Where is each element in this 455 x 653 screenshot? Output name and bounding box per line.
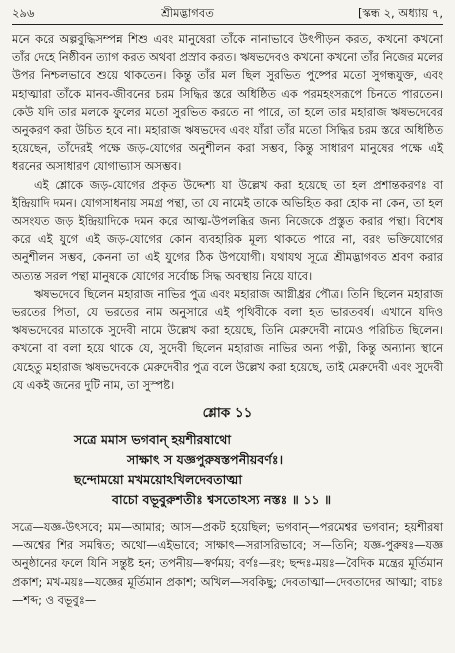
verse-line-3: ছন্দোময়ো মখময়োঽখিলদেবতাত্মা xyxy=(74,472,243,488)
verse-text xyxy=(12,430,443,510)
purport-text xyxy=(12,30,443,394)
page xyxy=(12,6,443,637)
word-for-word-synonyms: সত্রে—যজ্ঞ-উৎসবে; মম—আমার; আস—প্রকট হয়েছিল; ভগবান্—পরমেশ্বর ভগবান; হয়শীরষা—অশ্বের শির সমন্বিত; অথো—এইভাবে; সাক্ষাৎ—সরাসরিভাবে; স—তিনি; যজ্ঞ-পুরুষঃ—যজ্ঞ অনুষ্ঠানের ফলে যিনি সন্তুষ্ট হন; তপনীয়—স্বর্ণময়; বর্ণঃ—রং; ছন্দঃ-ময়ঃ—বৈদিক মন্ত্রের মূর্তিমান প্রকাশ; মখ-ময়ঃ—যজ্ঞের মূর্তিমান প্রকাশ; অখিল—সবকিছু; দেবতাত্মা—দেবতাদের আত্মা; বাচঃ—শব্দ; ও বভূবুঃ— xyxy=(12,520,443,607)
purport-paragraph-1: মনে করে অল্পবুদ্ধিসম্পন্ন শিশু এবং মানুষেরা তাঁকে নানাভাবে উৎপীড়ন করত, কখনো কখনো তাঁর দেহে নিষ্ঠীবন ত্যাগ করত অথবা প্রস্রাব করত। ঋষভদেবও কখনো কখনো তাঁর নিজের মলের উপর নিশ্চলভাবে শুয়ে থাকতেন। কিন্তু তাঁর মল ছিল সুরভিত পুষ্পের মতো সুগন্ধযুক্ত, এবং মহাত্মারা তাঁকে মানব-জীবনের চরম সিদ্ধির স্তরে অধিষ্ঠিত এক পরমহংসরূপে চিনতে পারতেন। কেউ যদি তার মলকে ফুলের মতো সুরভিত করতে না পারে, তা হলে তার মহারাজ ঋষভদেবের অনুকরণ করা উচিত হবে না। মহারাজ ঋষভদেব এবং যাঁরা তাঁর মতো সিদ্ধির চরম স্তরে অধিষ্ঠিত হয়েছেন, তাঁদেরই পক্ষে জড়-যোগের অনুশীলন করা সম্ভব, কিন্তু সাধারণ মানুষের পক্ষে এই ধরনের অসাধারণ যোগাভ্যাস অসম্ভব। xyxy=(12,32,443,174)
verse-line-1: সত্রে মমাস ভগবান্ হয়শীরষাথো xyxy=(74,432,232,448)
page-number: ২৯৬ xyxy=(12,6,35,20)
purport-paragraph-3: ঋষভদেবে ছিলেন মহারাজ নাভির পুত্র এবং মহারাজ আগ্নীধ্রর পৌত্র। তিনি ছিলেন মহারাজ ভরতের পিতা, যে ভরতের নাম অনুসারে এই পৃথিবীকে বলা হত ভারতবর্ষ। এখানে যদিও ঋষভদেবের মাতাকে সুদেবী নামে উল্লেখ করা হয়েছে, তিনি মেরুদেবী নামেও পরিচিত ছিলেন। কখনো বা বলা হয়ে থাকে যে, সুদেবী ছিলেন মহারাজ নাভির অন্য পত্নী, কিন্তু অন্যান্য স্থানে যেহেতু মহারাজ ঋষভদেবকে মেরুদেবীর পুত্র বলে উল্লেখ করা হয়েছে, তাই মেরুদেবী এবং সুদেবী যে একই জনের দুটি নাম, তা সুস্পষ্ট। xyxy=(12,286,443,392)
section-reference: [স্কন্ধ ২, অধ্যায় ৭, xyxy=(358,6,443,20)
verse-line-4: বাচো বভূবুরুশতীঃ শ্বসতোঽস্য নস্তঃ ॥ ১১ ॥ xyxy=(112,492,332,508)
purport-paragraph-2: এই শ্লোকে জড়-যোগের প্রকৃত উদ্দেশ্য যা উল্লেখ করা হয়েছে তা হল প্রশান্তকরণঃ বা ইন্দ্রিয়াদি দমন। যোগসাধনায় সমগ্র পন্থা, তা যে নামেই তাকে অভিহিত করা হোক না কেন, তা হল অসংযত জড় ইন্দ্রিয়াদিকে দমন করে আত্ম-উপলব্ধির জন্য নিজেকে প্রস্তুত করার পন্থা। বিশেষ করে এই যুগে এই জড়-যোগের কোন ব্যবহারিক মূল্য থাকতে পারে না, বরং ভক্তিযোগের অনুশীলন সম্ভব, কেননা তা এই যুগের ঠিক উপযোগী। যথাযথ সূত্রে শ্রীমদ্ভাগবত শ্রবণ করার অত্যন্ত সরল পন্থা মানুষকে যোগের সর্বোচ্চ সিদ্ধ অবস্থায় নিয়ে যাবে। xyxy=(12,177,443,283)
book-title: শ্রীমদ্ভাগবত xyxy=(161,6,214,20)
page-header xyxy=(12,6,443,25)
verse-line-2: সাক্ষাৎ স যজ্ঞপুরুষস্তপনীয়বর্ণঃ। xyxy=(127,452,284,468)
verse-heading: শ্লোক ১১ xyxy=(202,405,253,422)
